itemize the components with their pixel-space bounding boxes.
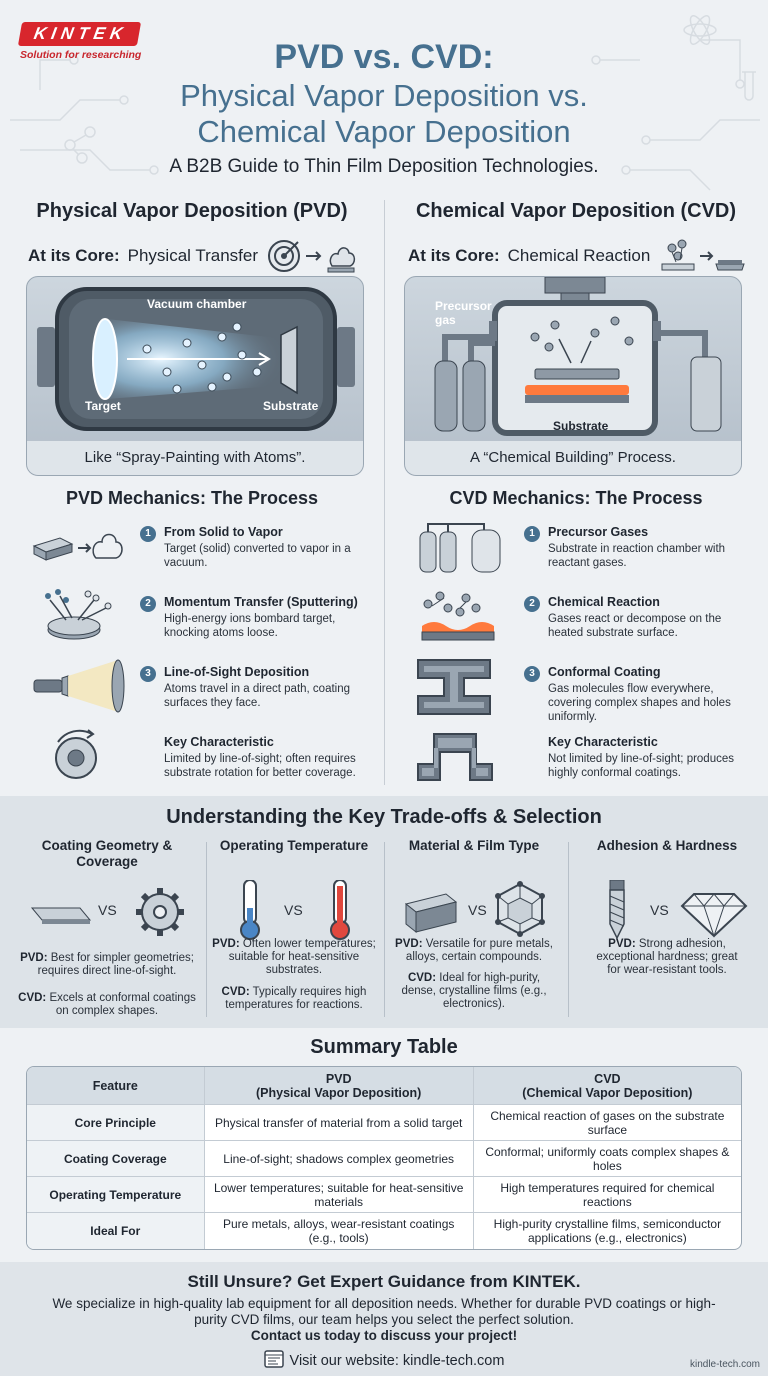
tradeoff-material <box>386 838 562 1024</box>
summary-table <box>26 1066 742 1250</box>
pvd-step-key <box>30 726 370 796</box>
tradeoffs-section <box>0 796 768 1028</box>
rotation-icon <box>30 726 126 786</box>
cvd-core-value: Chemical Reaction <box>507 246 651 265</box>
pvd-mechanics-title: PVD Mechanics: The Process <box>65 488 319 508</box>
tradeoff-divider <box>568 842 569 1017</box>
coated-shape-icon <box>414 726 510 786</box>
cvd-step-key <box>414 726 754 796</box>
tradeoff-temperature <box>206 838 382 1024</box>
vacuum-chamber-label: Vacuum chamber <box>147 297 247 311</box>
step-description: Not limited by line-of-sight; produces highly conformal coatings. <box>548 753 734 779</box>
table-row <box>27 1213 741 1249</box>
step-number: 2 <box>140 596 156 612</box>
footer-heading: Still Unsure? Get Expert Guidance from KINTEK. <box>187 1272 581 1291</box>
tradeoff-pvd-text: PVD: Strong adhesion, exceptional hardness; great for wear-resistant tools. <box>596 938 738 976</box>
cvd-substrate-label: Substrate <box>553 419 609 433</box>
cvd-core <box>408 238 748 274</box>
conformal-coating-icon <box>414 656 510 716</box>
gas-cylinders-icon <box>414 516 510 576</box>
cvd-step <box>414 516 754 586</box>
reaction-surface-icon <box>414 586 510 646</box>
page-subtitle: Physical Vapor Deposition vs. Chemical Vapor Deposition <box>180 78 588 149</box>
cvd-caption: A “Chemical Building” Process. <box>405 441 741 475</box>
vs-label: VS <box>98 902 117 918</box>
summary-title: Summary Table <box>310 1036 458 1058</box>
pvd-core-value: Physical Transfer <box>127 246 259 265</box>
tradeoff-adhesion <box>570 838 764 1024</box>
cvd-step <box>414 586 754 656</box>
step-number: 3 <box>524 666 540 682</box>
tradeoff-divider <box>384 842 385 1017</box>
header-cvd: CVD (Chemical Vapor Deposition) <box>474 1067 741 1105</box>
tradeoff-cvd-text: CVD: Typically requires high temperatures for reactions. <box>221 986 367 1011</box>
cvd-diagram <box>404 276 742 476</box>
pvd-core <box>28 238 358 274</box>
table-row <box>27 1105 741 1141</box>
row-pvd: Pure metals, alloys, wear-resistant coatings (e.g., tools) <box>205 1213 474 1249</box>
step-title: Key Characteristic <box>548 735 658 749</box>
row-feature: Core Principle <box>27 1105 205 1141</box>
tradeoff-pvd-text: PVD: Often lower temperatures; suitable for heat-sensitive substrates. <box>212 938 376 976</box>
row-cvd: Chemical reaction of gases on the substrate surface <box>474 1105 741 1141</box>
table-row <box>27 1177 741 1213</box>
cvd-column <box>384 196 768 794</box>
tradeoff-pvd-text: PVD: Best for simpler geometries; requires direct line-of-sight. <box>20 952 194 977</box>
cvd-heading: Chemical Vapor Deposition (CVD) <box>415 200 737 222</box>
step-number: 1 <box>140 526 156 542</box>
header-pvd: PVD (Physical Vapor Deposition) <box>205 1067 474 1105</box>
step-description: Target (solid) converted to vapor in a vacuum. <box>164 543 351 569</box>
table-header-row <box>27 1067 741 1105</box>
step-description: Limited by line-of-sight; often requires substrate rotation for better coverage. <box>164 753 356 779</box>
step-title: Chemical Reaction <box>548 595 660 609</box>
cvd-core-label: At its Core: <box>408 246 500 265</box>
row-feature: Coating Coverage <box>27 1141 205 1177</box>
corner-url[interactable]: kindle-tech.com <box>689 1359 760 1370</box>
pvd-step <box>30 516 370 586</box>
header-feature: Feature <box>27 1067 205 1105</box>
row-pvd: Line-of-sight; shadows complex geometries <box>205 1141 474 1177</box>
vs-label: VS <box>284 902 303 918</box>
tradeoff-cvd-text: CVD: Excels at conformal coatings on complex shapes. <box>18 992 196 1017</box>
logo-tagline: Solution for researching <box>20 49 142 61</box>
logo-mark: KINTEK <box>18 22 142 46</box>
target-transfer-icon <box>266 238 358 274</box>
tradeoff-geometry <box>10 838 204 1024</box>
precursor-gas-label: Precursor gas <box>435 299 492 327</box>
tradeoff-heading: Operating Temperature <box>219 838 369 853</box>
step-title: Conformal Coating <box>548 665 661 679</box>
tradeoffs-title: Understanding the Key Trade-offs & Selection <box>166 806 602 828</box>
substrate-label: Substrate <box>263 399 319 413</box>
pvd-step <box>30 656 370 726</box>
line-of-sight-icon <box>30 656 126 716</box>
step-description: High-energy ions bombard target, knocking atoms loose. <box>164 613 336 639</box>
web-page-icon <box>264 1350 284 1368</box>
page-title: PVD vs. CVD: <box>274 38 494 76</box>
row-cvd: High-purity crystalline films, semiconductor applications (e.g., electronics) <box>493 1217 722 1245</box>
tradeoff-heading: Coating Geometry & Coverage <box>41 838 173 869</box>
cvd-mechanics-title: CVD Mechanics: The Process <box>449 488 703 508</box>
summary-section <box>0 1028 768 1258</box>
step-description: Gases react or decompose on the heated substrate surface. <box>548 613 722 639</box>
pvd-caption: Like “Spray-Painting with Atoms”. <box>27 441 363 475</box>
row-feature: Operating Temperature <box>27 1177 205 1213</box>
footer-text: We specialize in high-quality lab equipment for all deposition needs. Whether for durable PVD coatings or high-purity CVD films, our team helps you select the perfect solution. <box>52 1296 716 1327</box>
target-label: Target <box>85 399 121 413</box>
pvd-column <box>0 196 384 794</box>
step-number: 1 <box>524 526 540 542</box>
step-number: 2 <box>524 596 540 612</box>
vs-label: VS <box>650 902 669 918</box>
step-title: Key Characteristic <box>164 735 274 749</box>
tradeoff-cvd-text: CVD: Ideal for high-purity, dense, crystalline films (e.g., electronics). <box>401 972 547 1010</box>
step-title: Precursor Gases <box>548 525 649 539</box>
website-text: Visit our website: kindle-tech.com <box>289 1353 505 1369</box>
step-number: 3 <box>140 666 156 682</box>
pvd-step <box>30 586 370 656</box>
row-cvd: Conformal; uniformly coats complex shapes & holes <box>474 1141 741 1177</box>
footer-cta: Contact us today to discuss your project! <box>250 1328 518 1343</box>
pvd-steps <box>30 516 370 796</box>
solid-to-vapor-icon <box>30 516 126 576</box>
step-title: Momentum Transfer (Sputtering) <box>164 595 358 609</box>
tradeoff-heading: Material & Film Type <box>408 838 540 853</box>
page-tagline: A B2B Guide to Thin Film Deposition Technologies. <box>169 156 599 177</box>
pvd-heading: Physical Vapor Deposition (PVD) <box>36 200 348 222</box>
step-title: Line-of-Sight Deposition <box>164 665 310 679</box>
cvd-steps <box>414 516 754 796</box>
step-title: From Solid to Vapor <box>164 525 283 539</box>
chemical-reaction-icon <box>658 238 748 274</box>
sputtering-icon <box>30 586 126 646</box>
row-pvd: Lower temperatures; suitable for heat-sensitive materials <box>205 1177 474 1213</box>
website-link[interactable] <box>0 1350 768 1369</box>
pvd-core-label: At its Core: <box>28 246 120 265</box>
pvd-diagram <box>26 276 364 476</box>
step-description: Atoms travel in a direct path, coating surfaces they face. <box>164 683 351 709</box>
step-description: Substrate in reaction chamber with reactant gases. <box>548 543 726 569</box>
step-description: Gas molecules flow everywhere, covering complex shapes and holes uniformly. <box>548 683 731 723</box>
tradeoff-heading: Adhesion & Hardness <box>596 838 738 853</box>
row-pvd: Physical transfer of material from a solid target <box>205 1105 474 1141</box>
row-cvd: High temperatures required for chemical reactions <box>474 1177 741 1213</box>
table-row <box>27 1141 741 1177</box>
row-feature: Ideal For <box>27 1213 205 1249</box>
tradeoff-pvd-text: PVD: Versatile for pure metals, alloys, certain compounds. <box>395 938 553 963</box>
cvd-step <box>414 656 754 726</box>
footer-section <box>0 1262 768 1376</box>
vs-label: VS <box>468 902 487 918</box>
